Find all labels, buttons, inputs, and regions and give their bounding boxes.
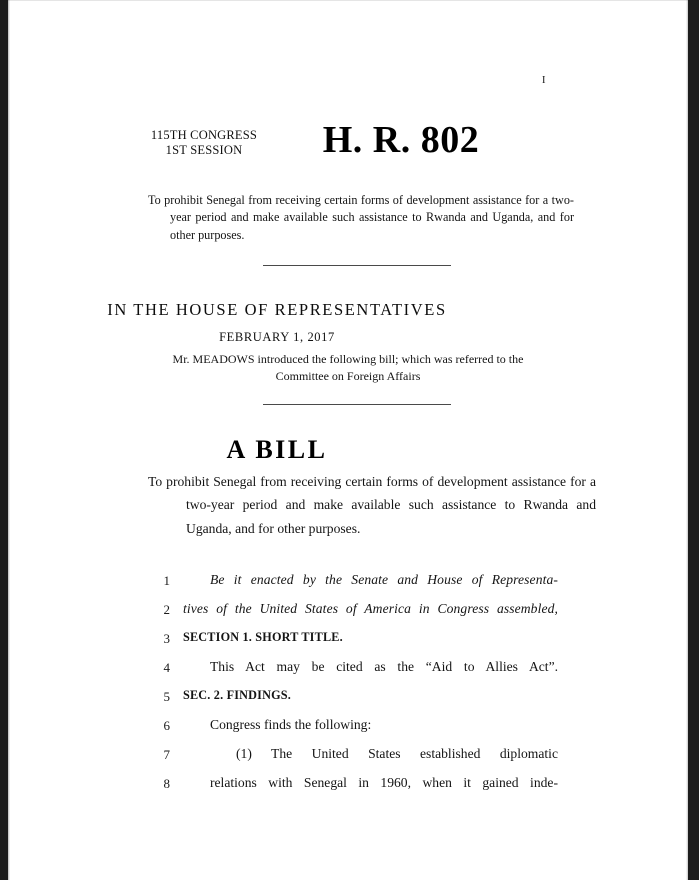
body-line [8,628,688,657]
bill-number-heading: H. R. 802 [322,119,480,161]
masthead [8,119,688,182]
line-text: This Act may be cited as the “Aid to Allies Act”. [210,659,558,674]
divider-rule-top [263,265,451,266]
section-heading-text: SECTION 1. SHORT TITLE. [183,630,343,644]
sponsor-line-1: Mr. MEADOWS introduced the following bill; which was referred to the [172,352,524,366]
sponsor-referral-block [150,351,546,384]
section-heading-text: SEC. 2. FINDINGS. [183,688,292,702]
line-text: (1) The United States established diplomatic [236,746,558,761]
line-text: Congress finds the following: [210,717,372,732]
session-label: 1ST SESSION [165,143,243,158]
introduction-date: FEBRUARY 1, 2017 [219,330,335,344]
chamber-block [8,300,688,384]
body-line [8,715,688,744]
page-number-marker: I [541,74,546,86]
bill-purpose-paragraph: To prohibit Senegal from receiving certain forms of development assistance for a two-year period and make available such assistance to Rwanda and Uganda, and for other purposes. [148,474,596,536]
bill-document [8,0,688,880]
line-number: 4 [163,660,170,675]
congress-session-block [140,128,268,159]
page-sheet [8,0,688,880]
a-bill-heading: A BILL [226,435,328,464]
line-text: Be it enacted by the Senate and House of Representa- [210,572,558,587]
long-title-summary: To prohibit Senegal from receiving certain forms of development assistance for a two-year period and make available such assistance to Rwanda and Uganda, and for other purposes. [148,193,574,242]
body-line [8,599,688,628]
line-number: 1 [163,573,170,588]
line-text: relations with Senegal in 1960, when it gained inde- [210,775,558,790]
line-number: 8 [163,776,170,791]
divider-rule-bottom [263,404,451,405]
line-number: 6 [163,718,170,733]
body-line [8,570,688,599]
sponsor-line-2: Committee on Foreign Affairs [275,368,421,383]
line-number: 5 [163,689,170,704]
line-number: 2 [163,602,170,617]
numbered-body-lines [8,570,688,802]
body-line [8,744,688,773]
line-text: tives of the United States of America in Congress assembled, [183,601,558,616]
body-line [8,773,688,802]
line-number: 3 [163,631,170,646]
line-number: 7 [163,747,170,762]
chamber-heading: IN THE HOUSE OF REPRESENTATIVES [107,300,447,319]
body-line [8,657,688,686]
body-line [8,686,688,715]
congress-label: 115TH CONGRESS [150,128,258,142]
